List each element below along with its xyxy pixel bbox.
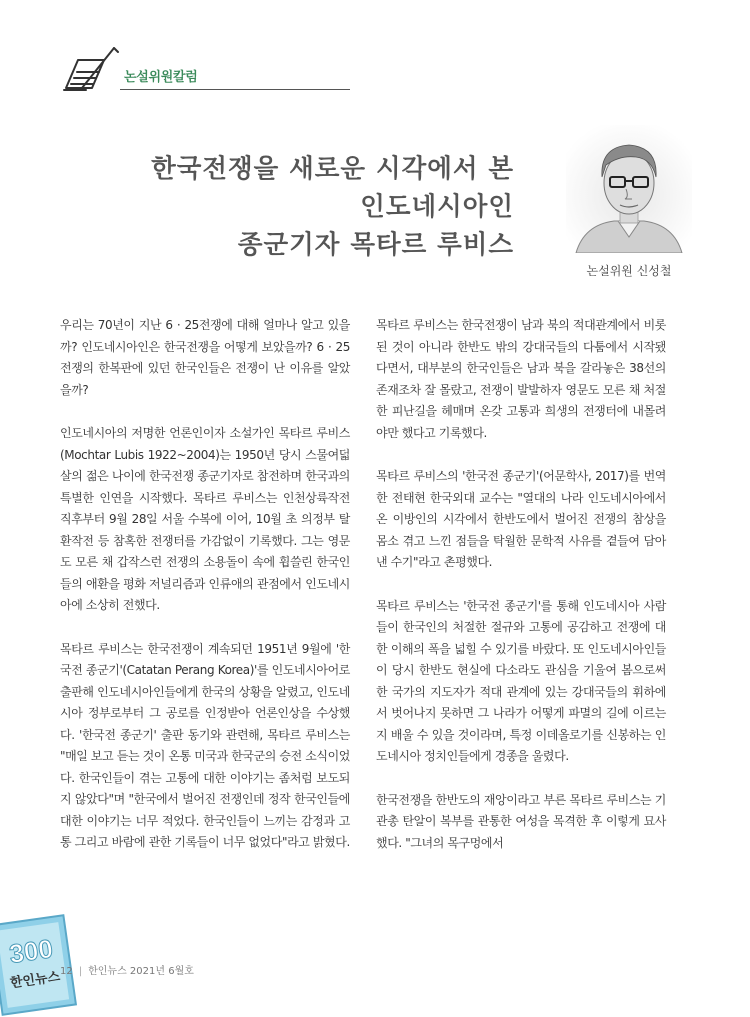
paragraph: 목타르 루비스는 한국전쟁이 계속되던 1951년 9월에 '한국전 종군기'(Catatan Perang Korea)'를 인도네시아어로 출판해 인도네시아인들에게 한국의 상황을 알렸고, 인도네시아 정부로부터 그 공로를 인정받아 언론인상을 수상했다. '한국전 종군기' 출판 동기와 관련해, 목타르 루비스는 "매일 보고 듣는 것이 온통 미국과 한국군의 승전 소식이었다. 한국인들이 겪는 고통에 대한 이야기는 좀처럼 보도되지 않았다"며 "한국에서 벌어진 전쟁인데 정작 한국인들에 대한 이야기는 너무 적었다. 한국인들이 느끼는 감정과 고통 그리고 바람에 관한 기록들이 너무 없었다"라고 밝혔다. — [60, 641, 350, 849]
article-column-left — [60, 315, 350, 876]
paragraph: 우리는 70년이 지난 6 · 25전쟁에 대해 얼마나 알고 있을까? 인도네시아인은 한국전쟁을 어떻게 보았을까? 6 · 25전쟁의 한복판에 있던 한국인들은 전쟁이 난 이유를 알았을까? — [60, 318, 350, 397]
column-header — [60, 42, 350, 94]
header-divider — [120, 89, 350, 90]
page-footer — [60, 962, 194, 977]
page-number: 12 — [60, 966, 73, 977]
section-label: 논설위원칼럼 — [124, 70, 198, 85]
title-line: 인도네시아인 — [360, 192, 514, 222]
paragraph: 인도네시아의 저명한 언론인이자 소설가인 목타르 루비스(Mochtar Lubis 1922~2004)는 1950년 당시 스물여덟 살의 젊은 나이에 한국전쟁 종군기자로 참전하며 한국과의 특별한 인연을 시작했다. 목타르 루비스는 인천상륙작전 직후부터 9월 28일 서울 수복에 이어, 10월 초 의정부 탈환작전 등 참혹한 전쟁터를 가감없이 기록했다. 그는 영문도 모른 채 갑작스런 전쟁의 소용돌이 속에 휩쓸린 한국인들의 애환을 평화 저널리즘과 인류애의 관점에서 인도네시아에 소상히 전했다. — [60, 426, 350, 612]
title-line: 종군기자 목타르 루비스 — [237, 230, 514, 260]
pen-writing-icon — [60, 42, 122, 94]
article-column-right — [376, 315, 666, 876]
publication-info: 한인뉴스 2021년 6월호 — [88, 966, 194, 977]
footer-separator: | — [78, 966, 83, 977]
paragraph: 목타르 루비스의 '한국전 종군기'(어문학사, 2017)를 번역한 전태현 한국외대 교수는 "열대의 나라 인도네시아에서 온 이방인의 시각에서 한반도에서 벌어진 전쟁의 참상을 몸소 겪고 느낀 점들을 탁월한 문학적 사유를 곁들여 담아낸 수기"라고 촌평했다. — [376, 469, 666, 569]
paragraph: 한국전쟁을 한반도의 재앙이라고 부른 목타르 루비스는 기관총 탄알이 복부를 관통한 여성을 목격한 후 이렇게 묘사했다. "그녀의 목구멍에서 — [376, 792, 666, 850]
author-portrait — [566, 125, 692, 253]
paragraph: 목타르 루비스는 '한국전 종군기'를 통해 인도네시아 사람들이 한국인의 처절한 절규와 고통에 공감하고 전쟁에 대한 이해의 폭을 넓힐 수 있기를 바랐다. 또 인도네시아인들이 당시 한반도 현실에 다소라도 관심을 기울여 봄으로써 한 국가의 지도자가 적대 관계에 있는 강대국들의 휘하에서 벗어나지 못하면 그 나라가 어떻게 파멸의 길에 이르는지 배울 수 있을 것이라며, 특정 이데올로기를 신봉하는 인도네시아 정치인들에게 경종을 울렸다. — [376, 598, 666, 763]
title-line: 한국전쟁을 새로운 시각에서 본 — [151, 154, 514, 184]
article-title — [151, 150, 514, 264]
paragraph: 목타르 루비스는 한국전쟁이 남과 북의 적대관계에서 비롯된 것이 아니라 한반도 밖의 강대국들의 다툼에서 시작됐다면서, 대부분의 한국인들은 남과 북을 갈라놓은 38선의 존재조차 잘 몰랐고, 전쟁이 발발하자 영문도 모른 채 처절한 피난길을 헤매며 온갖 고통과 희생의 전쟁터에 내몰려야만 했다고 기록했다. — [376, 318, 666, 440]
stamp-label: 한인뉴스 — [9, 969, 62, 992]
author-byline: 논설위원 신성철 — [586, 264, 672, 278]
stamp-number: 300 — [7, 933, 55, 970]
